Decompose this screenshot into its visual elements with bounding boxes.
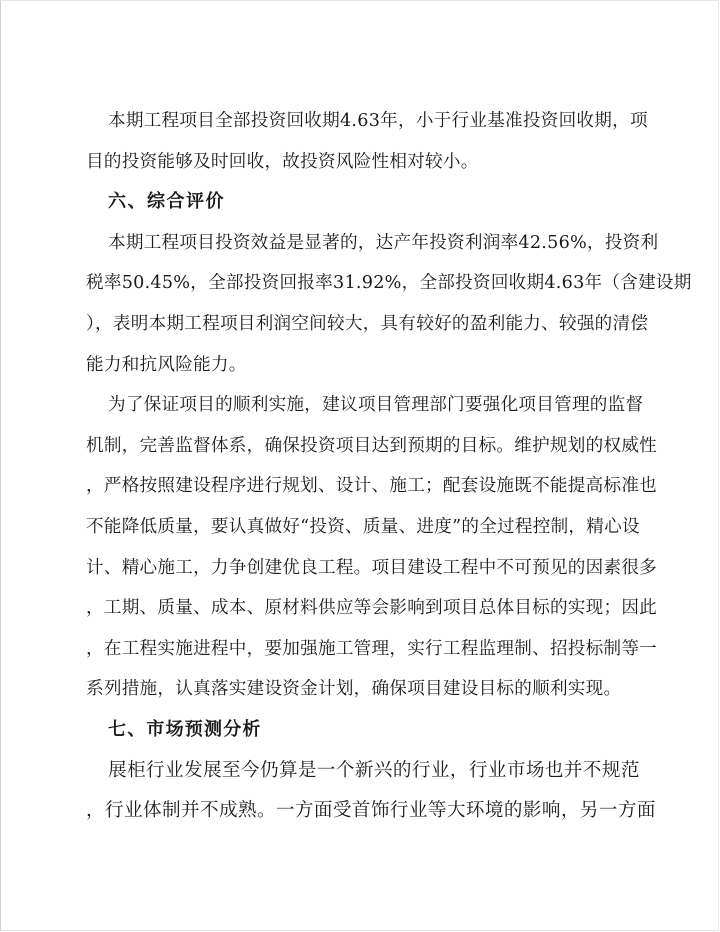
paragraph-line: 能力和抗风险能力。 — [86, 354, 247, 375]
paragraph-line: ，工期、质量、成本、原材料供应等会影响到项目总体目标的实现；因此 — [86, 598, 658, 619]
paragraph-line: 为了保证项目的顺利实施，建议项目管理部门要强化项目管理的监督 — [108, 395, 644, 416]
document-body — [86, 101, 720, 832]
paragraph-line: ，在工程实施进程中，要加强施工管理，实行工程监理制、招投标制等一 — [86, 638, 658, 659]
paragraph-line: 计、精心施工，力争创建优良工程。项目建设工程中不可预见的因素很多 — [86, 557, 658, 578]
section-heading: 七、市场预测分析 — [108, 718, 262, 740]
paragraph-line: 税率50.45%，全部投资回报率31.92%，全部投资回收期4.63年（含建设期 — [86, 273, 692, 294]
paragraph-line: ），表明本期工程项目利润空间较大，具有较好的盈利能力、较强的清偿 — [86, 313, 649, 334]
paragraph-line: 本期工程项目全部投资回收期4.63年，小于行业基准投资回收期，项 — [108, 111, 648, 131]
paragraph-line: 机制，完善监督体系，确保投资项目达到预期的目标。维护规划的权威性 — [86, 435, 658, 456]
paragraph-line: ，严格按照建设程序进行规划、设计、施工；配套设施既不能提高标准也 — [86, 476, 658, 497]
paragraph-line: ，行业体制并不成熟。一方面受首饰行业等大环境的影响，另一方面 — [86, 800, 656, 822]
paragraph-line: 展柜行业发展至今仍算是一个新兴的行业，行业市场也并不规范 — [108, 759, 640, 781]
section-heading: 六、综合评价 — [108, 191, 225, 213]
paragraph-line: 不能降低质量，要认真做好“投资、质量、进度”的全过程控制，精心设 — [86, 516, 640, 537]
paragraph-line: 系列措施，认真落实建设资金计划，确保项目建设目标的顺利实现。 — [86, 679, 622, 700]
paragraph-line: 目的投资能够及时回收，故投资风险性相对较小。 — [86, 151, 479, 172]
paragraph-line: 本期工程项目投资效益是显著的，达产年投资利润率42.56%，投资利 — [108, 232, 659, 253]
